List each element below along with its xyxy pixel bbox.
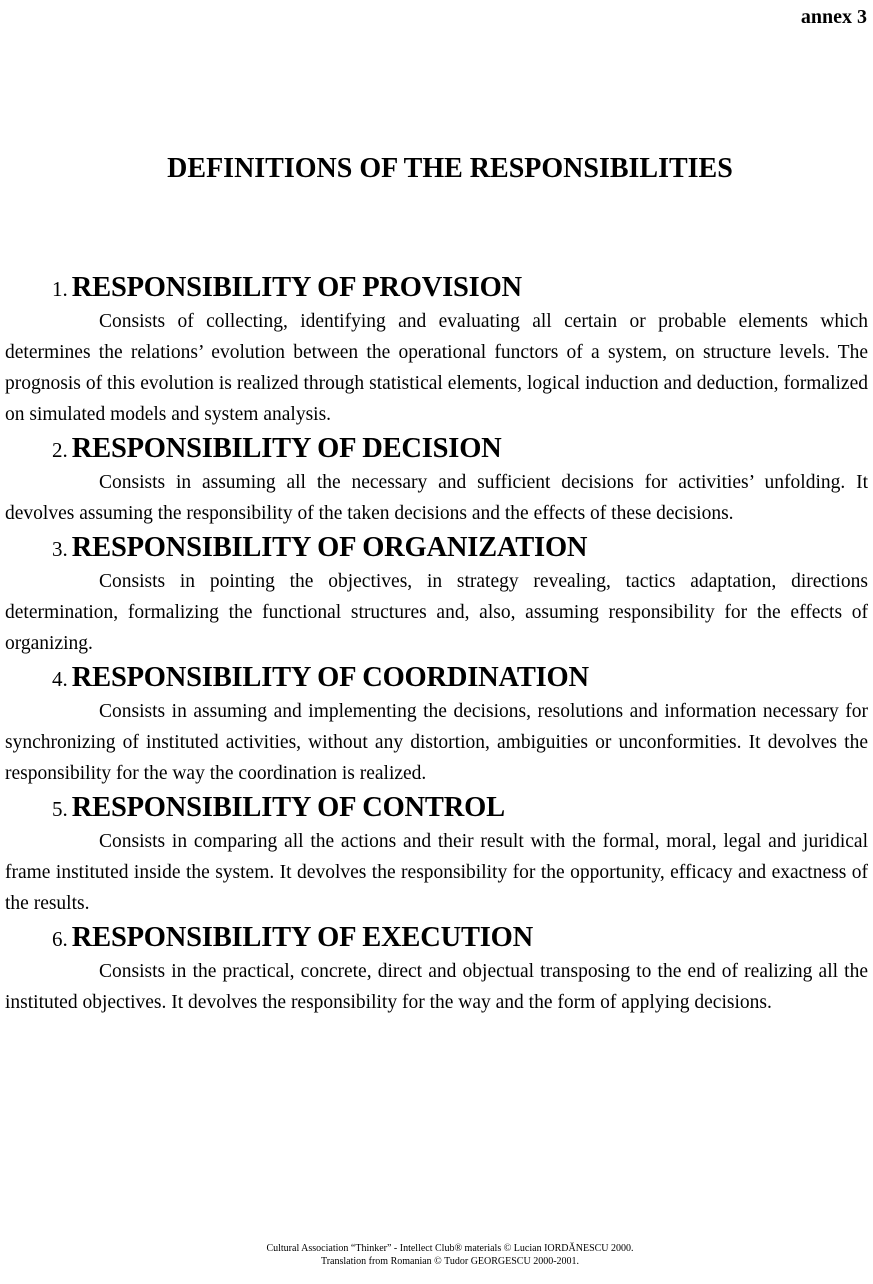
section-body: Consists in comparing all the actions and their result with the formal, moral, legal and juridical frame instituted inside the system. It devolves the responsibility for the opportunity, efficacy and exactness of the results. <box>5 831 868 914</box>
section-organization <box>5 530 868 659</box>
section-body: Consists in the practical, concrete, direct and objectual transposing to the end of realizing all the instituted objectives. It devolves the responsibility for the way and the form of applying decisions. <box>5 961 868 1013</box>
footer-line-translation: Translation from Romanian © Tudor GEORGESCU 2000-2001. <box>320 1256 580 1267</box>
annex-label: annex 3 <box>800 6 867 28</box>
responsibility-sections <box>5 270 868 1019</box>
section-heading <box>5 790 868 826</box>
section-heading <box>5 270 868 306</box>
section-title: RESPONSIBILITY OF CONTROL <box>71 792 505 823</box>
section-number: 2. <box>52 438 68 462</box>
copyright-footer <box>0 1242 873 1268</box>
section-execution <box>5 920 868 1018</box>
section-title: RESPONSIBILITY OF COORDINATION <box>71 662 589 693</box>
section-provision <box>5 270 868 430</box>
footer-line-copyright: Cultural Association “Thinker” - Intellect Club® materials © Lucian IORDĂNESCU 2000. <box>266 1243 634 1254</box>
section-heading <box>5 660 868 696</box>
section-number: 6. <box>52 927 68 951</box>
section-number: 4. <box>52 667 68 691</box>
section-heading <box>5 431 868 467</box>
section-heading <box>5 530 868 566</box>
section-decision <box>5 431 868 529</box>
section-title: RESPONSIBILITY OF ORGANIZATION <box>71 532 588 563</box>
section-title: RESPONSIBILITY OF DECISION <box>71 433 502 464</box>
section-number: 5. <box>52 797 68 821</box>
section-heading <box>5 920 868 956</box>
section-coordination <box>5 660 868 789</box>
section-title: RESPONSIBILITY OF PROVISION <box>71 272 522 303</box>
section-title: RESPONSIBILITY OF EXECUTION <box>71 922 534 953</box>
section-number: 3. <box>52 537 68 561</box>
document-title: DEFINITIONS OF THE RESPONSIBILITIES <box>167 153 733 184</box>
section-number: 1. <box>52 277 68 301</box>
section-body: Consists in assuming all the necessary and sufficient decisions for activities’ unfolding. It devolves assuming the responsibility of the taken decisions and the effects of these decisions. <box>5 472 868 524</box>
section-body: Consists in assuming and implementing the decisions, resolutions and information necessary for synchronizing of instituted activities, without any distortion, ambiguities or unconformities. It devolves the responsibility for the way the coordination is realized. <box>5 701 868 784</box>
section-control <box>5 790 868 919</box>
section-body: Consists of collecting, identifying and evaluating all certain or probable elements which determines the relations’ evolution between the operational functors of a system, on structure levels. The prognosis of this evolution is realized through statistical elements, logical induction and deduction, formalized on simulated models and system analysis. <box>5 311 868 425</box>
section-body: Consists in pointing the objectives, in strategy revealing, tactics adaptation, directions determination, formalizing the functional structures and, also, assuming responsibility for the effects of organizing. <box>5 571 868 654</box>
